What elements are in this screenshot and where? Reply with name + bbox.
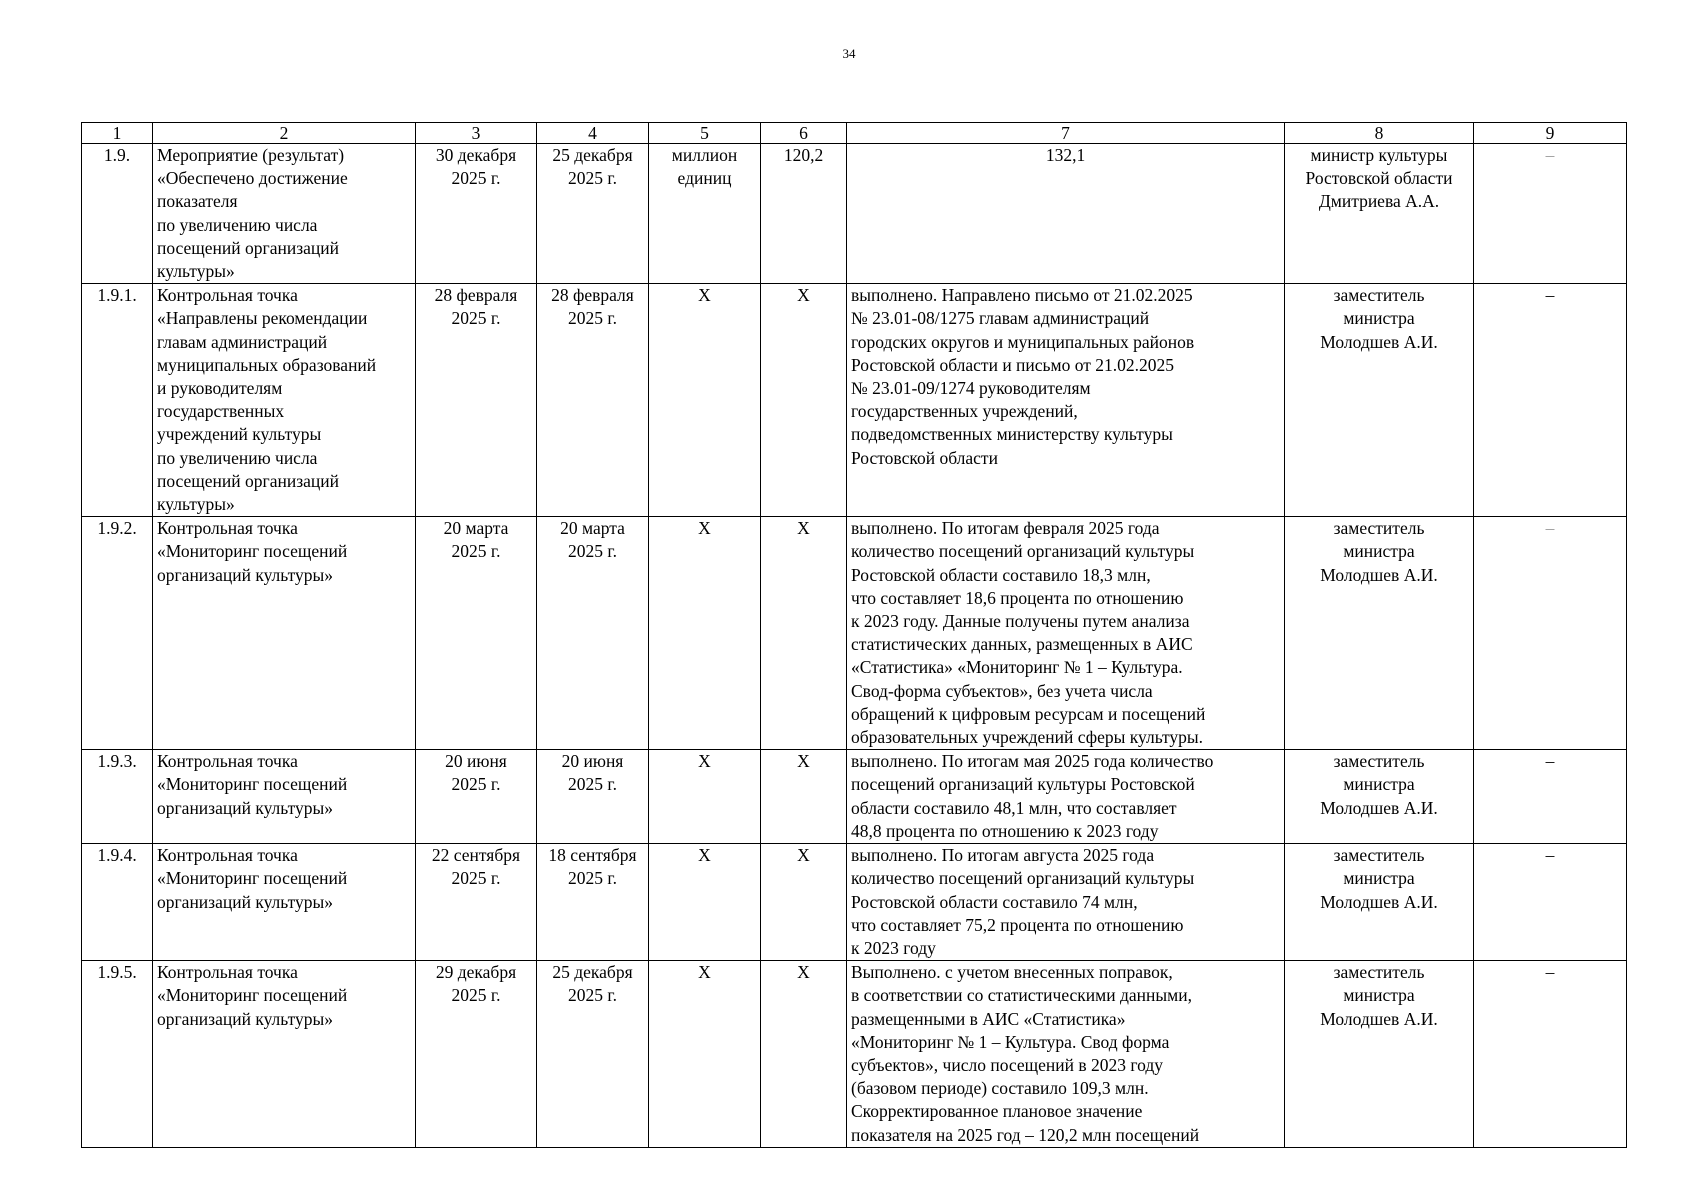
fact-date: 18 сентября 2025 г. xyxy=(537,844,649,961)
unit: миллион единиц xyxy=(649,144,761,284)
header-row xyxy=(82,123,1627,144)
plan-date: 20 июня 2025 г. xyxy=(416,750,537,844)
column-header-5: 5 xyxy=(649,123,761,144)
result: выполнено. Направлено письмо от 21.02.2025 № 23.01-08/1275 главам администраций городских округов и муниципальных районов Ростовской области и письмо от 21.02.2025 № 23.01-09/1274 руководителям государственных учреждений, подведомственных министерству культуры Ростовской области xyxy=(847,284,1285,517)
plan-value: Х xyxy=(761,284,847,517)
plan-date: 22 сентября 2025 г. xyxy=(416,844,537,961)
column-header-1: 1 xyxy=(82,123,153,144)
row-number: 1.9.2. xyxy=(82,517,153,750)
fact-date: 20 июня 2025 г. xyxy=(537,750,649,844)
unit: Х xyxy=(649,517,761,750)
row-number: 1.9.3. xyxy=(82,750,153,844)
table-row xyxy=(82,284,1627,517)
plan-value: Х xyxy=(761,517,847,750)
unit: Х xyxy=(649,750,761,844)
result: Выполнено. с учетом внесенных поправок, в соответствии со статистическими данными, размещенными в АИС «Статистика» «Мониторинг № 1 – Культура. Свод форма субъектов», число посещений в 2023 году (базовом периоде) составило 109,3 млн. Скорректированное плановое значение показателя на 2025 год – 120,2 млн посещений xyxy=(847,961,1285,1148)
note: – xyxy=(1474,961,1627,1148)
row-name: Контрольная точка «Мониторинг посещений организаций культуры» xyxy=(153,750,416,844)
table-row xyxy=(82,144,1627,284)
plan-value: 120,2 xyxy=(761,144,847,284)
row-name: Контрольная точка «Мониторинг посещений организаций культуры» xyxy=(153,844,416,961)
report-table xyxy=(81,122,1627,1148)
plan-value: Х xyxy=(761,844,847,961)
result: выполнено. По итогам августа 2025 года количество посещений организаций культуры Ростовской области составило 74 млн, что составляет 75,2 процента по отношению к 2023 году xyxy=(847,844,1285,961)
table-row xyxy=(82,961,1627,1148)
table-row xyxy=(82,517,1627,750)
row-number: 1.9. xyxy=(82,144,153,284)
column-header-7: 7 xyxy=(847,123,1285,144)
row-name: Мероприятие (результат) «Обеспечено достижение показателя по увеличению числа посещений организаций культуры» xyxy=(153,144,416,284)
fact-date: 25 декабря 2025 г. xyxy=(537,961,649,1148)
fact-date: 25 декабря 2025 г. xyxy=(537,144,649,284)
unit: Х xyxy=(649,844,761,961)
page-number: 34 xyxy=(842,46,856,61)
note: – xyxy=(1474,284,1627,517)
result: 132,1 xyxy=(847,144,1285,284)
plan-date: 28 февраля 2025 г. xyxy=(416,284,537,517)
unit: Х xyxy=(649,961,761,1148)
column-header-9: 9 xyxy=(1474,123,1627,144)
responsible: министр культуры Ростовской области Дмитриева А.А. xyxy=(1285,144,1474,284)
column-header-3: 3 xyxy=(416,123,537,144)
table-row xyxy=(82,750,1627,844)
row-name: Контрольная точка «Мониторинг посещений организаций культуры» xyxy=(153,517,416,750)
row-number: 1.9.4. xyxy=(82,844,153,961)
responsible: заместитель министра Молодшев А.И. xyxy=(1285,961,1474,1148)
column-header-8: 8 xyxy=(1285,123,1474,144)
column-header-4: 4 xyxy=(537,123,649,144)
plan-date: 29 декабря 2025 г. xyxy=(416,961,537,1148)
note: – xyxy=(1474,144,1627,284)
row-number: 1.9.1. xyxy=(82,284,153,517)
result: выполнено. По итогам мая 2025 года количество посещений организаций культуры Ростовской области составило 48,1 млн, что составляет 48,8 процента по отношению к 2023 году xyxy=(847,750,1285,844)
responsible: заместитель министра Молодшев А.И. xyxy=(1285,844,1474,961)
row-name: Контрольная точка «Мониторинг посещений организаций культуры» xyxy=(153,961,416,1148)
plan-value: Х xyxy=(761,750,847,844)
note: – xyxy=(1474,517,1627,750)
fact-date: 28 февраля 2025 г. xyxy=(537,284,649,517)
table-row xyxy=(82,844,1627,961)
row-name: Контрольная точка «Направлены рекомендации главам администраций муниципальных образований и руководителям государственных учреждений культуры по увеличению числа посещений организаций культуры» xyxy=(153,284,416,517)
responsible: заместитель министра Молодшев А.И. xyxy=(1285,284,1474,517)
fact-date: 20 марта 2025 г. xyxy=(537,517,649,750)
responsible: заместитель министра Молодшев А.И. xyxy=(1285,517,1474,750)
plan-date: 20 марта 2025 г. xyxy=(416,517,537,750)
responsible: заместитель министра Молодшев А.И. xyxy=(1285,750,1474,844)
plan-value: Х xyxy=(761,961,847,1148)
row-number: 1.9.5. xyxy=(82,961,153,1148)
plan-date: 30 декабря 2025 г. xyxy=(416,144,537,284)
unit: Х xyxy=(649,284,761,517)
column-header-6: 6 xyxy=(761,123,847,144)
column-header-2: 2 xyxy=(153,123,416,144)
note: – xyxy=(1474,750,1627,844)
note: – xyxy=(1474,844,1627,961)
result: выполнено. По итогам февраля 2025 года количество посещений организаций культуры Ростовской области составило 18,3 млн, что составляет 18,6 процента по отношению к 2023 году. Данные получены путем анализа статистических данных, размещенных в АИС «Статистика» «Мониторинг № 1 – Культура. Свод-форма субъектов», без учета числа обращений к цифровым ресурсам и посещений образовательных учреждений сферы культуры. xyxy=(847,517,1285,750)
